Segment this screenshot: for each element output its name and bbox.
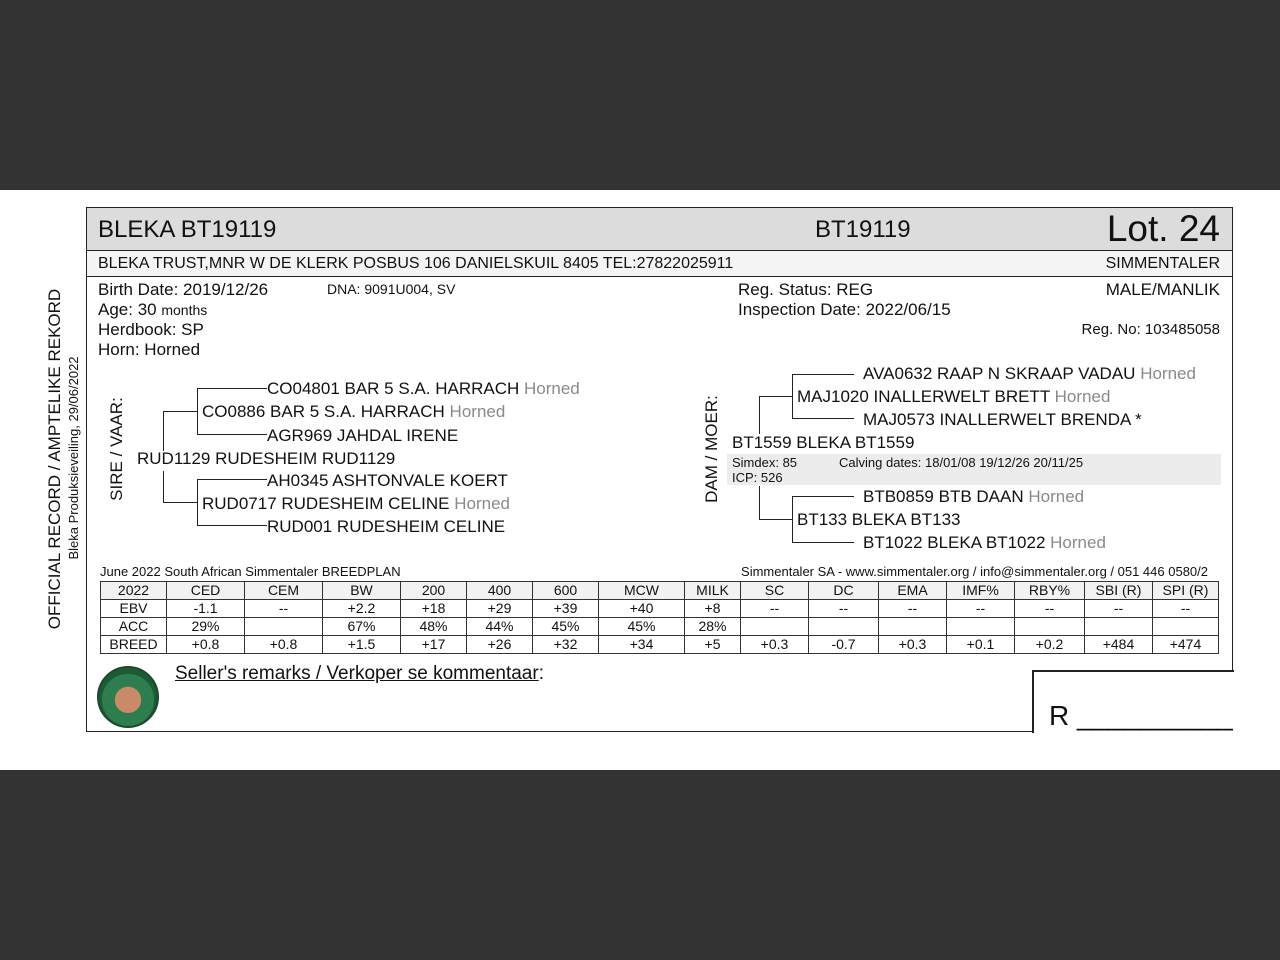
dam-sire-dam [863,410,1142,430]
table-cell: DC [809,582,879,600]
table-cell: -- [947,600,1015,618]
dam-dam [797,510,961,530]
table-cell [741,618,809,636]
pedigree-name: CO0886 BAR 5 S.A. HARRACH [202,402,445,421]
reg-number: Reg. No: 103485058 [1081,321,1220,338]
sex: MALE/MANLIK [1105,280,1220,299]
official-record-label: OFFICIAL RECORD / AMPTELIKE REKORD [45,288,64,630]
table-cell: 28% [685,618,741,636]
table-cell: CEM [245,582,323,600]
lot-card [86,207,1233,732]
remarks-colon: : [538,663,544,684]
horn-tag: Horned [449,402,506,421]
table-cell: +32 [533,636,599,654]
sire-sire [202,402,505,422]
table-cell: +0.3 [879,636,947,654]
table-cell: SC [741,582,809,600]
table-row-0 [101,600,1219,618]
pedigree-name: BT133 BLEKA BT133 [797,510,961,529]
table-header-row [101,582,1219,600]
dam-sire [797,387,1110,407]
table-row-2 [101,636,1219,654]
breedplan-source: June 2022 South African Simmentaler BREEDPLAN [100,564,401,579]
table-cell: +5 [685,636,741,654]
simdex: Simdex: 85 [732,455,798,470]
dam-label: DAM / MOER: [702,395,721,503]
age-unit: months [161,302,208,318]
horn-tag: Horned [524,379,580,398]
table-cell: +26 [467,636,533,654]
dam-name: BT1559 BLEKA BT1559 [732,433,915,452]
reg-status: Reg. Status: REG [738,280,874,299]
table-cell: +0.1 [947,636,1015,654]
owner-address: BLEKA TRUST,MNR W DE KLERK POSBUS 106 DANIELSKUIL 8405 TEL:27822025911 [98,255,734,272]
table-cell: -1.1 [167,600,245,618]
lot-number: Lot. 24 [1106,208,1220,249]
horn-tag: Horned [1140,364,1196,383]
table-cell: SPI (R) [1153,582,1219,600]
table-cell: 2022 [101,582,167,600]
dam-dam-sire [863,487,1084,507]
table-cell [809,618,879,636]
ebv-table [100,581,1219,654]
pedigree-name: AVA0632 RAAP N SKRAAP VADAU [863,364,1136,383]
horn-status: Horn: Horned [98,340,201,359]
sire-sire-dam [267,426,458,446]
table-cell: MILK [685,582,741,600]
table-cell: -- [809,600,879,618]
breedplan-contact: Simmentaler SA - www.simmentaler.org / info@simmentaler.org / 051 446 0580/2 [741,564,1208,579]
icp: ICP: 526 [732,470,783,485]
table-cell: MCW [599,582,685,600]
table-cell: ACC [101,618,167,636]
pedigree-name: AH0345 ASHTONVALE KOERT [267,471,508,490]
pedigree-name: AGR969 JAHDAL IRENE [267,426,459,445]
sire-sire-sire [267,379,580,399]
table-cell: 44% [467,618,533,636]
table-cell [245,618,323,636]
animal-name: BLEKA BT19119 [98,216,277,243]
calving-dates: Calving dates: 18/01/08 19/12/26 20/11/25 [839,455,1084,470]
pedigree-name: BT1022 BLEKA BT1022 [863,533,1046,552]
table-cell: +474 [1153,636,1219,654]
table-cell: IMF% [947,582,1015,600]
table-cell: -- [1085,600,1153,618]
dam-stats-panel [727,454,1221,485]
age [98,300,207,320]
table-cell: EBV [101,600,167,618]
sire-label: SIRE / VAAR: [107,397,126,501]
table-cell: -- [1153,600,1219,618]
table-cell: BW [323,582,401,600]
dam-sire-sire [863,364,1196,384]
table-cell: -- [879,600,947,618]
pedigree-name: RUD0717 RUDESHEIM CELINE [202,494,450,513]
table-cell: +17 [401,636,467,654]
sire-dam-sire [267,471,508,491]
table-cell: 45% [533,618,599,636]
sire-dam-dam [267,517,505,537]
table-cell: +0.3 [741,636,809,654]
pedigree-name: MAJ0573 INALLERWELT BRENDA * [863,410,1142,429]
table-cell: 200 [401,582,467,600]
horn-tag: Horned [1054,387,1111,406]
table-cell [1153,618,1219,636]
table-cell: +39 [533,600,599,618]
table-cell: +1.5 [323,636,401,654]
horn-tag: Horned [1050,533,1106,552]
pedigree-name: RUD001 RUDESHEIM CELINE [267,517,506,536]
price-box[interactable] [1032,670,1234,733]
table-cell: -- [1015,600,1085,618]
table-cell [947,618,1015,636]
table-cell: RBY% [1015,582,1085,600]
horn-tag: Horned [454,494,511,513]
table-cell: +29 [467,600,533,618]
table-cell [1015,618,1085,636]
pedigree-name: CO04801 BAR 5 S.A. HARRACH [267,379,520,398]
remarks-text: Seller's remarks / Verkoper se kommentaar [175,663,539,684]
animal-id: BT19119 [815,216,911,243]
table-cell: +8 [685,600,741,618]
dna-info: DNA: 9091U004, SV [327,281,456,297]
pedigree-name: BTB0859 BTB DAAN [863,487,1024,506]
table-cell [879,618,947,636]
table-row-1 [101,618,1219,636]
table-cell: +0.8 [245,636,323,654]
table-cell: +2.2 [323,600,401,618]
horn-tag: Horned [1028,487,1085,506]
birth-date: Birth Date: 2019/12/26 [98,280,269,299]
age-value: Age: 30 [98,300,157,319]
table-cell: SBI (R) [1085,582,1153,600]
herdbook: Herdbook: SP [98,320,204,339]
table-cell: +484 [1085,636,1153,654]
table-cell [1085,618,1153,636]
table-cell: BREED [101,636,167,654]
simmentaler-logo [97,666,159,728]
table-cell: 48% [401,618,467,636]
record-sheet [0,190,1280,770]
table-cell: 400 [467,582,533,600]
inspection-date: Inspection Date: 2022/06/15 [738,300,951,319]
owner-bar [87,251,1232,277]
price-field: R __________ [1049,700,1233,731]
table-cell: +0.2 [1015,636,1085,654]
table-cell: +34 [599,636,685,654]
auction-label: Bleka Produksieveiling, 29/06/2022 [66,356,81,560]
table-cell: +18 [401,600,467,618]
dam-dam-dam [863,533,1106,553]
table-cell: -0.7 [809,636,879,654]
table-cell: EMA [879,582,947,600]
table-cell: 600 [533,582,599,600]
card-header [87,208,1232,251]
table-cell: -- [741,600,809,618]
table-cell: +0.8 [167,636,245,654]
table-cell: 29% [167,618,245,636]
table-cell: CED [167,582,245,600]
breed-name: SIMMENTALER [1105,255,1220,272]
remarks-label [175,663,544,685]
sire-name: RUD1129 RUDESHEIM RUD1129 [137,449,396,468]
table-cell: +40 [599,600,685,618]
table-cell: -- [245,600,323,618]
sire-dam [202,494,510,514]
table-cell: 45% [599,618,685,636]
table-cell: 67% [323,618,401,636]
pedigree-name: MAJ1020 INALLERWELT BRETT [797,387,1050,406]
